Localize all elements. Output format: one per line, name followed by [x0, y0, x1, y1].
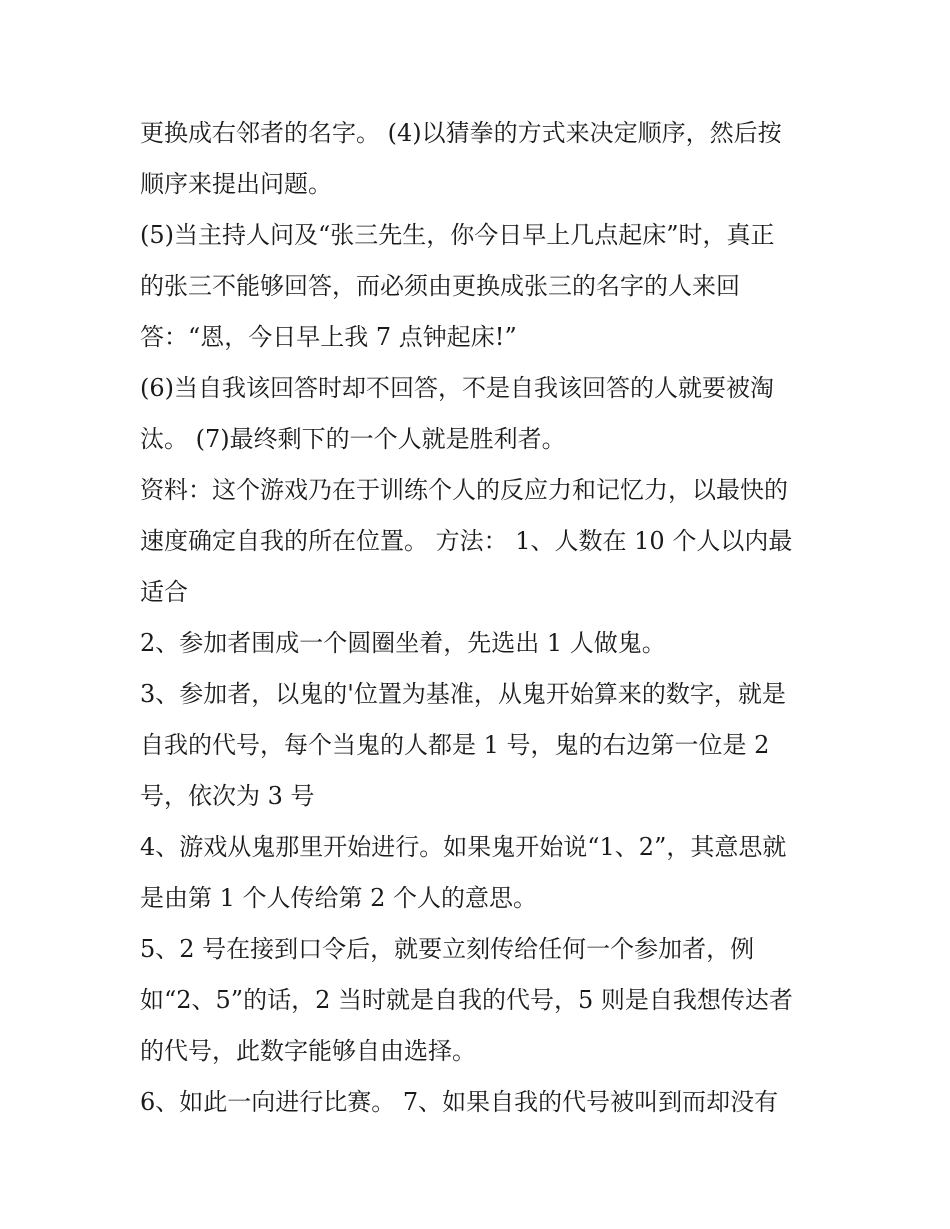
text-line: 顺序来提出问题。	[140, 170, 332, 198]
text-line: 自我的代号，每个当鬼的人都是 1 号，鬼的右边第一位是 2	[140, 731, 770, 759]
text-line: 资料：这个游戏乃在于训练个人的反应力和记忆力，以最快的	[140, 476, 788, 504]
text-line: 3、参加者，以鬼的'位置为基准，从鬼开始算来的数字，就是	[140, 680, 786, 708]
text-line: (5)当主持人问及“张三先生，你今日早上几点起床”时，真正	[140, 221, 775, 249]
text-line: 的张三不能够回答，而必须由更换成张三的名字的人来回	[140, 272, 740, 300]
text-line: 2、参加者围成一个圆圈坐着，先选出 1 人做鬼。	[140, 629, 666, 657]
text-line: 如“2、5”的话，2 当时就是自我的代号，5 则是自我想传达者	[140, 986, 793, 1014]
text-line: 更换成右邻者的名字。 (4)以猜拳的方式来决定顺序，然后按	[140, 119, 782, 147]
text-line: 适合	[140, 578, 188, 606]
text-line: 答：“恩，今日早上我 7 点钟起床!”	[140, 323, 517, 351]
text-line: 5、2 号在接到口令后，就要立刻传给任何一个参加者，例	[140, 935, 755, 963]
text-line: 6、如此一向进行比赛。 7、如果自我的代号被叫到而却没有	[140, 1088, 779, 1116]
text-line: (6)当自我该回答时却不回答，不是自我该回答的人就要被淘	[140, 374, 774, 402]
text-line: 的代号，此数字能够自由选择。	[140, 1037, 476, 1065]
text-line: 汰。 (7)最终剩下的一个人就是胜利者。	[140, 425, 566, 453]
body-text	[140, 108, 830, 1128]
text-line: 是由第 1 个人传给第 2 个人的意思。	[140, 884, 538, 912]
text-line: 4、游戏从鬼那里开始进行。如果鬼开始说“1、2”，其意思就	[140, 833, 787, 861]
text-line: 速度确定自我的所在位置。 方法： 1、人数在 10 个人以内最	[140, 527, 793, 555]
text-line: 号，依次为 3 号	[140, 782, 315, 810]
